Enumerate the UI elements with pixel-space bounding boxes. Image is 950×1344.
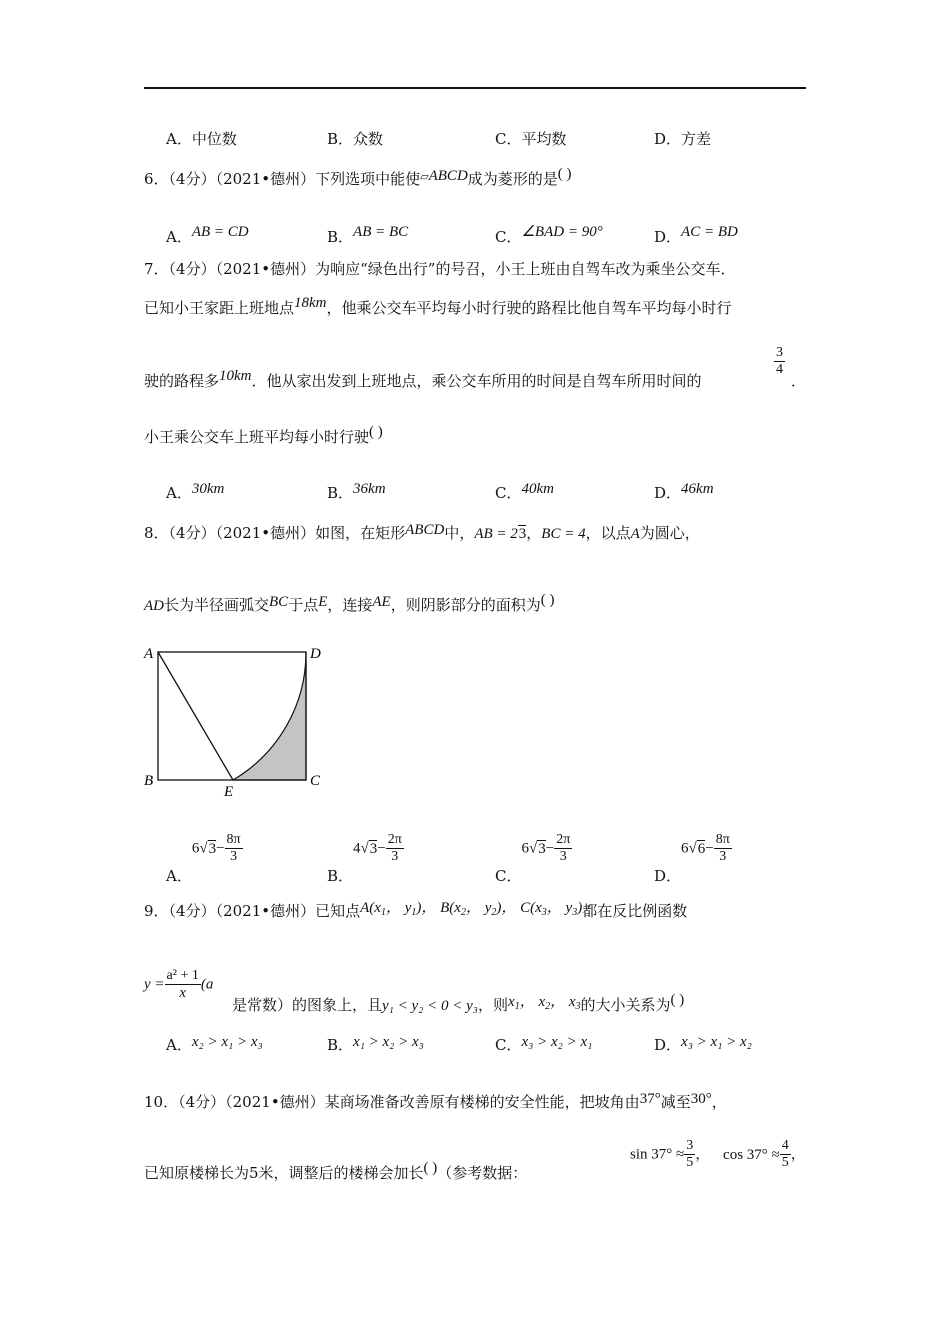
label-b: B [144, 773, 154, 789]
q5-option-b: B．众数 [327, 130, 384, 148]
q6-option-c: C．∠BAD = 90° [495, 224, 603, 246]
q9-line-2b: 是常数）的图象上，且y₁ < y₂ < 0 < y₃，则$x_1$， $x_2$， $x_3$的大小关系为( ) [232, 992, 685, 1014]
q9-line-2: y = $\frac{\text{a² + 1}}{x}$ (a [144, 968, 214, 1001]
label-d: D [310, 646, 321, 662]
q5-option-a: A．中位数 [166, 130, 237, 148]
q9-line-1: 9．（4分）（2021•德州）已知点$A(x_1$， $y_1$)， $B(x_2$， $y_2$)， $C(x_3$， $y_3$)都在反比例函数 [144, 900, 688, 920]
q7-line-4: 小王乘公交车上班平均每小时行驶( ) [144, 424, 383, 446]
q8-option-d: D．6√6− $\frac{8\pi}{3}$ [654, 832, 730, 885]
q10-ref-data: sin 37° ≈ $\frac{3}{5}$ ， cos 37° ≈ $\frac{4}{5}$ ， [630, 1138, 806, 1170]
q7-line-1: 7．（4分）（2021•德州）为响应“绿色出行”的号召，小王上班由自驾车改为乘坐公交车． [144, 260, 736, 278]
q8-option-a: A．6√3− $\frac{8\pi}{3}$ [166, 832, 241, 885]
q7-line-3: 驶的路程多10km．他从家出发到上班地点，乘公交车所用的时间是自驾车所用时间的 [144, 368, 702, 390]
segment-ae [158, 652, 233, 780]
q9-option-b: B．x₁ > x₂ > x₃ [327, 1034, 424, 1054]
q5-option-d: D．方差 [654, 130, 712, 148]
q5-option-c: C．平均数 [495, 130, 567, 148]
label-e: E [224, 784, 234, 800]
label-c: C [310, 773, 321, 789]
q9-option-d: D．x₃ > x₁ > x₂ [654, 1034, 752, 1054]
q8-option-c: C．6√3− $\frac{2\pi}{3}$ [495, 832, 571, 885]
shaded-region [233, 652, 306, 780]
q7-period: ． [791, 372, 807, 390]
q8-line-2: AD长为半径画弧交BC于点E，连接AE，则阴影部分的面积为( ) [144, 592, 555, 614]
q8-figure [140, 640, 330, 800]
q7-option-d: D．46km [654, 481, 714, 502]
label-a: A [144, 646, 154, 662]
q7-option-c: C．40km [495, 481, 554, 502]
q7-fraction: $\frac{3}{4}$ [776, 345, 783, 377]
q9-option-a: A．x₂ > x₁ > x₃ [166, 1034, 263, 1054]
q8-line-1: 8．（4分）（2021•德州）如图，在矩形ABCD中，AB = 23，BC = 4，以点A为圆心， [144, 522, 700, 542]
q6-stem: 6．（4分）（2021•德州）下列选项中能使▱ABCD成为菱形的是( ) [144, 166, 572, 188]
q6-option-b: B．AB = BC [327, 224, 409, 246]
q9-option-c: C．x₃ > x₂ > x₁ [495, 1034, 593, 1054]
q10-line-2: 已知原楼梯长为5米，调整后的楼梯会加长( )（参考数据： [144, 1160, 528, 1182]
q8-option-b: B．4√3− $\frac{2\pi}{3}$ [327, 832, 402, 885]
q7-option-b: B．36km [327, 481, 386, 502]
q7-line-2: 已知小王家距上班地点18km，他乘公交车平均每小时行驶的路程比他自驾车平均每小时行 [144, 295, 732, 317]
q6-option-d: D．AC = BD [654, 224, 738, 246]
header-rule [144, 87, 806, 89]
q10-line-1: 10．（4分）（2021•德州）某商场准备改善原有楼梯的安全性能，把坡角由37°减至30°， [144, 1091, 727, 1111]
q7-option-a: A．30km [166, 481, 225, 502]
q6-option-a: A．AB = CD [166, 224, 249, 246]
